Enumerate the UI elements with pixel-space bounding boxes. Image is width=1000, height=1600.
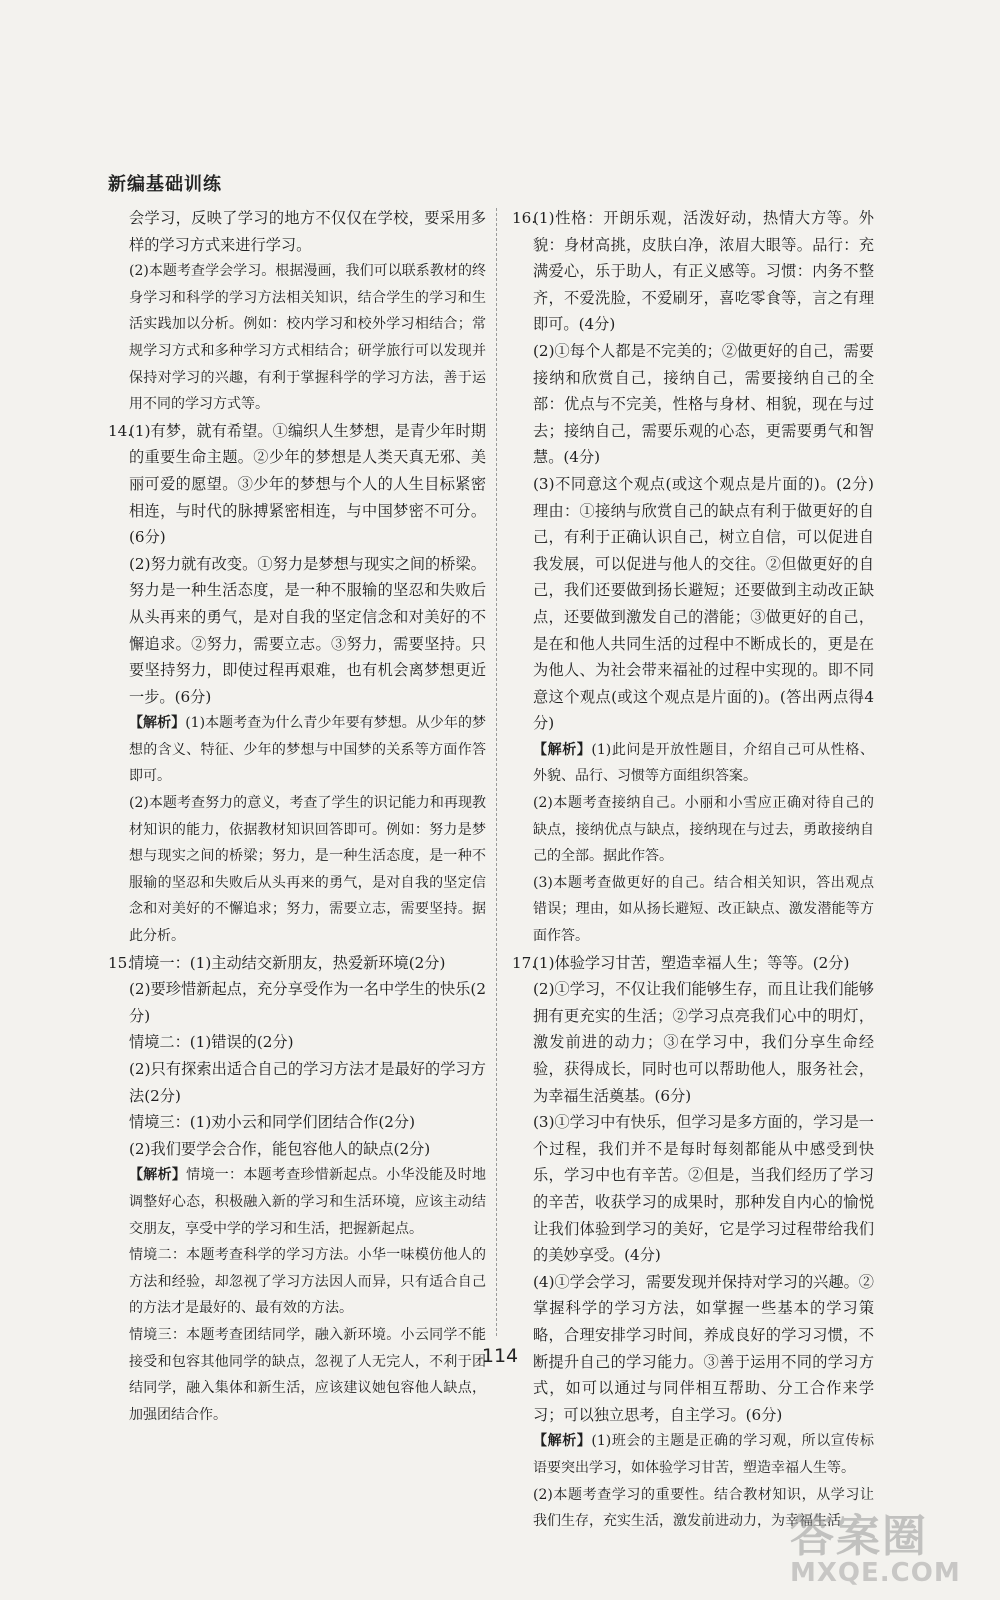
analysis-label: 【解析】	[533, 741, 592, 758]
right-column	[512, 205, 874, 1535]
analysis-label: 【解析】	[533, 1433, 592, 1450]
question-number: 16.	[512, 209, 537, 227]
q14-answer-2: (2)努力就有改变。①努力是梦想与现实之间的桥梁。努力是一种生活态度，是一种不服输的坚忍和失败后从头再来的勇气，是对自我的坚定信念和对美好的不懈追求。②努力，需要立志。③努力，需要坚持。只要坚持努力，即使过程再艰难，也有机会离梦想更近一步。(6分)	[129, 554, 486, 706]
q15-answer-6: (2)我们要学会合作，能包容他人的缺点(2分)	[129, 1139, 431, 1158]
question-14	[108, 418, 486, 950]
q16-answer-1: (1)性格：开朗乐观，活泼好动，热情大方等。外貌：身材高挑，皮肤白净，浓眉大眼等。品行：充满爱心，乐于助人，有正义感等。习惯：内务不整齐，不爱洗脸，不爱刷牙，喜吃零食等，言之有理即可。(4分)	[533, 209, 874, 334]
watermark-text: 答案圈	[790, 1511, 928, 1562]
q16-answer-2: (2)①每个人都是不完美的；②做更好的自己，需要接纳和欣赏自己，接纳自己，需要接纳自己的全部：优点与不完美，性格与身材、相貌，现在与过去；接纳自己，需要乐观的心态，更需要勇气和智慧。(4分)	[533, 341, 874, 467]
q15-analysis-3: 情境三：本题考查团结同学，融入新环境。小云同学不能接受和包容其他同学的缺点，忽视了人无完人，不利于团结同学，融入集体和新生活，应该建议她包容他人缺点，加强团结合作。	[129, 1326, 486, 1423]
page-number: 114	[481, 1345, 519, 1367]
column-divider	[496, 208, 497, 1336]
q15-answer-5: 情境三：(1)劝小云和同学们团结合作(2分)	[129, 1113, 416, 1132]
question-16	[512, 205, 874, 950]
q15-answer-4: (2)只有探索出适合自己的学习方法才是最好的学习方法(2分)	[129, 1060, 486, 1105]
q15-analysis-2: 情境二：本题考查科学的学习方法。小华一味模仿他人的方法和经验，却忽视了学习方法因人而异，只有适合自己的方法才是最好的、最有效的方法。	[129, 1247, 486, 1317]
question-number: 15.	[108, 953, 133, 972]
question-17	[512, 950, 874, 1535]
q17-analysis-1: 【解析】(1)班会的主题是正确的学习观，所以宣传标语要突出学习，如体验学习甘苦，塑造幸福人生等。	[533, 1433, 875, 1476]
q13-text-1: 会学习，反映了学习的地方不仅仅在学校，要采用多样的学习方式来进行学习。	[129, 209, 486, 254]
q15-answer-3: 情境二：(1)错误的(2分)	[129, 1033, 294, 1052]
q17-answer-2: (2)①学习，不仅让我们能够生存，而且让我们能够拥有更充实的生活；②学习点亮我们心中的明灯，激发前进的动力；③在学习中，我们分享生命经验，获得成长，同时也可以帮助他人，服务社会，为幸福生活奠基。(6分)	[533, 980, 874, 1105]
q15-analysis-1: 【解析】情境一：本题考查珍惜新起点。小华没能及时地调整好心态，积极融入新的学习和生活环境，应该主动结交朋友，享受中学的学习和生活，把握新起点。	[129, 1167, 487, 1237]
q14-analysis-2: (2)本题考查努力的意义，考查了学生的识记能力和再现教材知识的能力，依据教材知识回答即可。例如：努力是梦想与现实之间的桥梁；努力，是一种生活态度，是一种不服输的坚忍和失败后从头再来的勇气，是对自我的坚定信念和对美好的不懈追求；努力，需要立志，需要坚持。据此分析。	[129, 795, 486, 945]
analysis-label: 【解析】	[129, 715, 186, 732]
q17-answer-3: (3)①学习中有快乐，但学习是多方面的，学习是一个过程，我们并不是每时每刻都能从中感受到快乐，学习中也有辛苦。②但是，当我们经历了学习的辛苦，收获学习的成果时，那种发自内心的愉悦让我们体验到学习的美好，它是学习过程带给我们的美妙享受。(4分)	[533, 1113, 874, 1265]
q16-analysis-1: 【解析】(1)此问是开放性题目，介绍自己可从性格、外貌、品行、习惯等方面组织答案。	[533, 741, 875, 785]
q16-analysis-2: (2)本题考查接纳自己。小丽和小雪应正确对待自己的缺点，接纳优点与缺点，接纳现在与过去，勇敢接纳自己的全部。据此作答。	[533, 795, 874, 865]
q16-analysis-3: (3)本题考查做更好的自己。结合相关知识，答出观点错误；理由，如从扬长避短、改正缺点、激发潜能等方面作答。	[533, 874, 874, 945]
q14-answer-1: (1)有梦，就有希望。①编织人生梦想，是青少年时期的重要生命主题。②少年的梦想是人类天真无邪、美丽可爱的愿望。③少年的梦想与个人的人生目标紧密相连，与时代的脉搏紧密相连，与中国梦密不可分。(6分)	[129, 421, 486, 547]
question-number: 17.	[512, 953, 537, 972]
left-column	[108, 205, 486, 1428]
q17-analysis-2: (2)本题考查学习的重要性。结合教材知识，从学习让我们生存，充实生活，激发前进动力，为幸福生活	[533, 1486, 874, 1530]
book-title: 新编基础训练	[108, 174, 222, 195]
q17-answer-4: (4)①学会学习，需要发现并保持对学习的兴趣。②掌握科学的学习方法，如掌握一些基本的学习策略，合理安排学习时间，养成良好的学习习惯，不断提升自己的学习能力。③善于运用不同的学习方式，如可以通过与同伴相互帮助、分工合作来学习；可以独立思考，自主学习。(6分)	[533, 1272, 874, 1424]
q16-answer-3: (3)不同意这个观点(或这个观点是片面的)。(2分)理由：①接纳与欣赏自己的缺点有利于做更好的自己，有利于正确认识自己，树立自信，可以促进自我发展，可以促进与他人的交往。②但做更好的自己，我们还要做到扬长避短；还要做到主动改正缺点，还要做到激发自己的潜能；③做更好的自己，是在和他人共同生活的过程中不断成长的，更是在为他人、为社会带来福祉的过程中实现的。即不同意这个观点(或这个观点是片面的)。(答出两点得4分)	[533, 474, 874, 733]
q15-answer-1: 情境一：(1)主动结交新朋友，热爱新环境(2分)	[129, 953, 446, 972]
watermark-logo	[790, 1500, 980, 1595]
q14-analysis-1: 【解析】(1)本题考查为什么青少年要有梦想。从少年的梦想的含义、特征、少年的梦想与中国梦的关系等方面作答即可。	[129, 715, 486, 785]
q13-text-2: (2)本题考查学会学习。根据漫画，我们可以联系教材的终身学习和科学的学习方法相关知识，结合学生的学习和生活实践加以分析。例如：校内学习和校外学习相结合；常规学习方式和多种学习方式相结合；研学旅行可以发现并保持对学习的兴趣，有利于掌握科学的学习方法，善于运用不同的学习方式等。	[129, 263, 486, 413]
question-number: 14.	[108, 421, 133, 440]
q15-answer-2: (2)要珍惜新起点，充分享受作为一名中学生的快乐(2分)	[129, 980, 486, 1025]
q17-answer-1: (1)体验学习甘苦，塑造幸福人生；等等。(2分)	[533, 953, 850, 972]
watermark-url: MXQE.COM	[790, 1558, 961, 1588]
analysis-label: 【解析】	[129, 1167, 187, 1184]
